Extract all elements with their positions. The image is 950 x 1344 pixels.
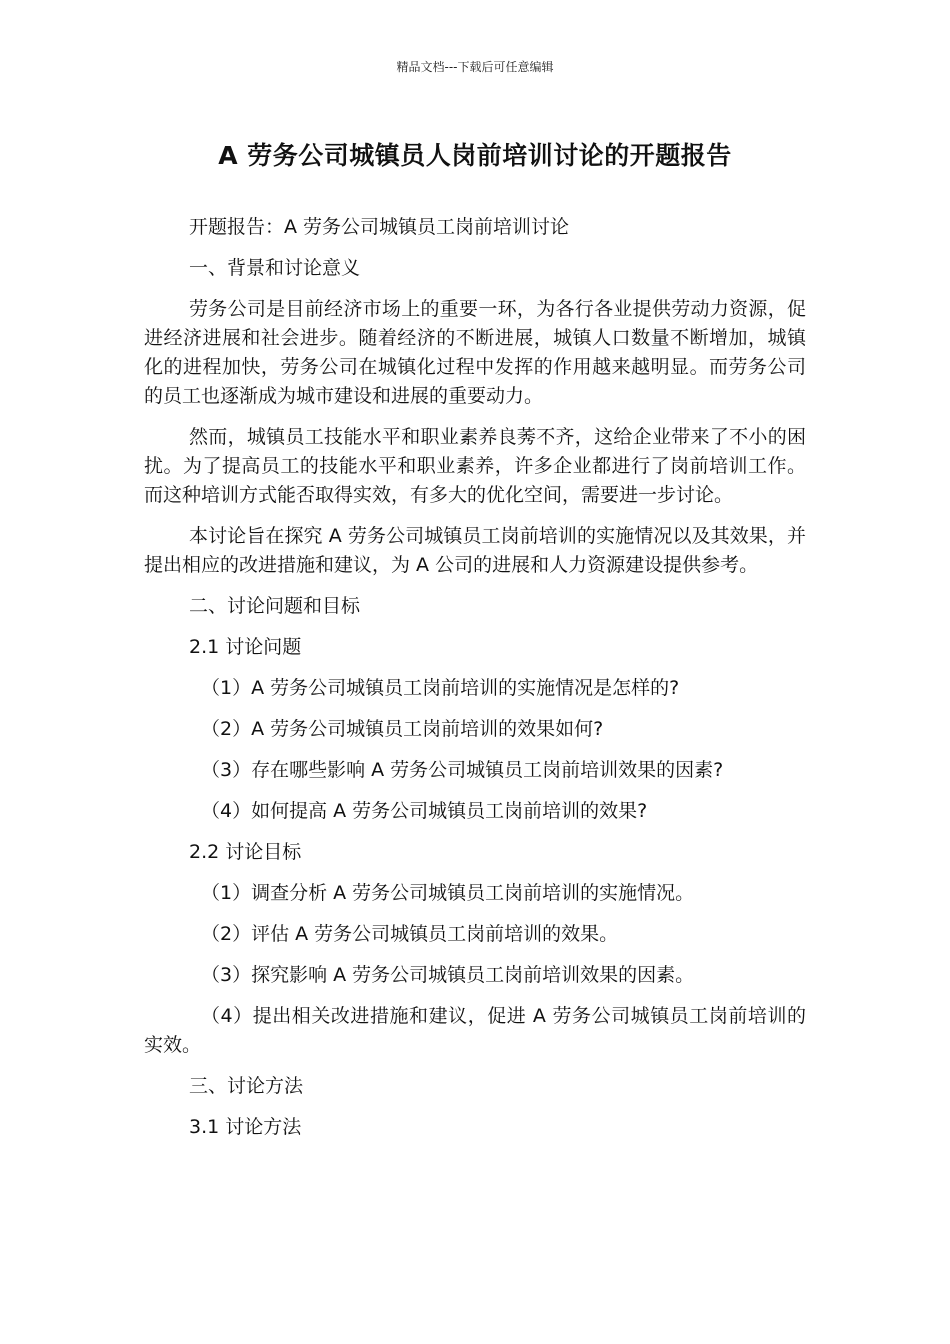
document-body: [144, 213, 806, 1154]
paragraph-background-2: 然而，城镇员工技能水平和职业素养良莠不齐，这给企业带来了不小的困扰。为了提高员工的技能水平和职业素养，许多企业都进行了岗前培训工作。而这种培训方式能否取得实效，有多大的优化空间，需要进一步讨论。: [144, 426, 806, 506]
header-note: 精品文档---下载后可任意编辑: [396, 60, 554, 74]
document-title: A 劳务公司城镇员人岗前培训讨论的开题报告: [218, 141, 732, 170]
subsection-heading-methods: 3.1 讨论方法: [189, 1116, 302, 1138]
section-heading-background: 一、背景和讨论意义: [189, 257, 361, 279]
paragraph-background-3: 本讨论旨在探究 A 劳务公司城镇员工岗前培训的实施情况以及其效果，并提出相应的改进措施和建议，为 A 公司的进展和人力资源建设提供参考。: [144, 525, 806, 576]
paragraph-background-1: 劳务公司是目前经济市场上的重要一环，为各行各业提供劳动力资源，促进经济进展和社会进步。随着经济的不断进展，城镇人口数量不断增加，城镇化的进程加快，劳务公司在城镇化过程中发挥的作用越来越明显。而劳务公司的员工也逐渐成为城市建设和进展的重要动力。: [144, 298, 806, 407]
section-heading-methods: 三、讨论方法: [189, 1075, 304, 1097]
question-item-3: （3）存在哪些影响 A 劳务公司城镇员工岗前培训效果的因素?: [201, 759, 724, 781]
goal-item-3: （3）探究影响 A 劳务公司城镇员工岗前培训效果的因素。: [201, 964, 695, 986]
question-item-4: （4）如何提高 A 劳务公司城镇员工岗前培训的效果?: [201, 800, 648, 822]
question-item-2: （2）A 劳务公司城镇员工岗前培训的效果如何?: [201, 718, 604, 740]
subsection-heading-questions: 2.1 讨论问题: [189, 636, 302, 658]
goal-item-4: （4）提出相关改进措施和建议，促进 A 劳务公司城镇员工岗前培训的实效。: [144, 1005, 806, 1056]
section-heading-questions-goals: 二、讨论问题和目标: [189, 595, 361, 617]
goal-item-2: （2）评估 A 劳务公司城镇员工岗前培训的效果。: [201, 923, 619, 945]
question-item-1: （1）A 劳务公司城镇员工岗前培训的实施情况是怎样的?: [201, 677, 680, 699]
report-subtitle: 开题报告：A 劳务公司城镇员工岗前培训讨论: [189, 216, 570, 238]
goal-item-1: （1）调查分析 A 劳务公司城镇员工岗前培训的实施情况。: [201, 882, 695, 904]
subsection-heading-goals: 2.2 讨论目标: [189, 841, 302, 863]
